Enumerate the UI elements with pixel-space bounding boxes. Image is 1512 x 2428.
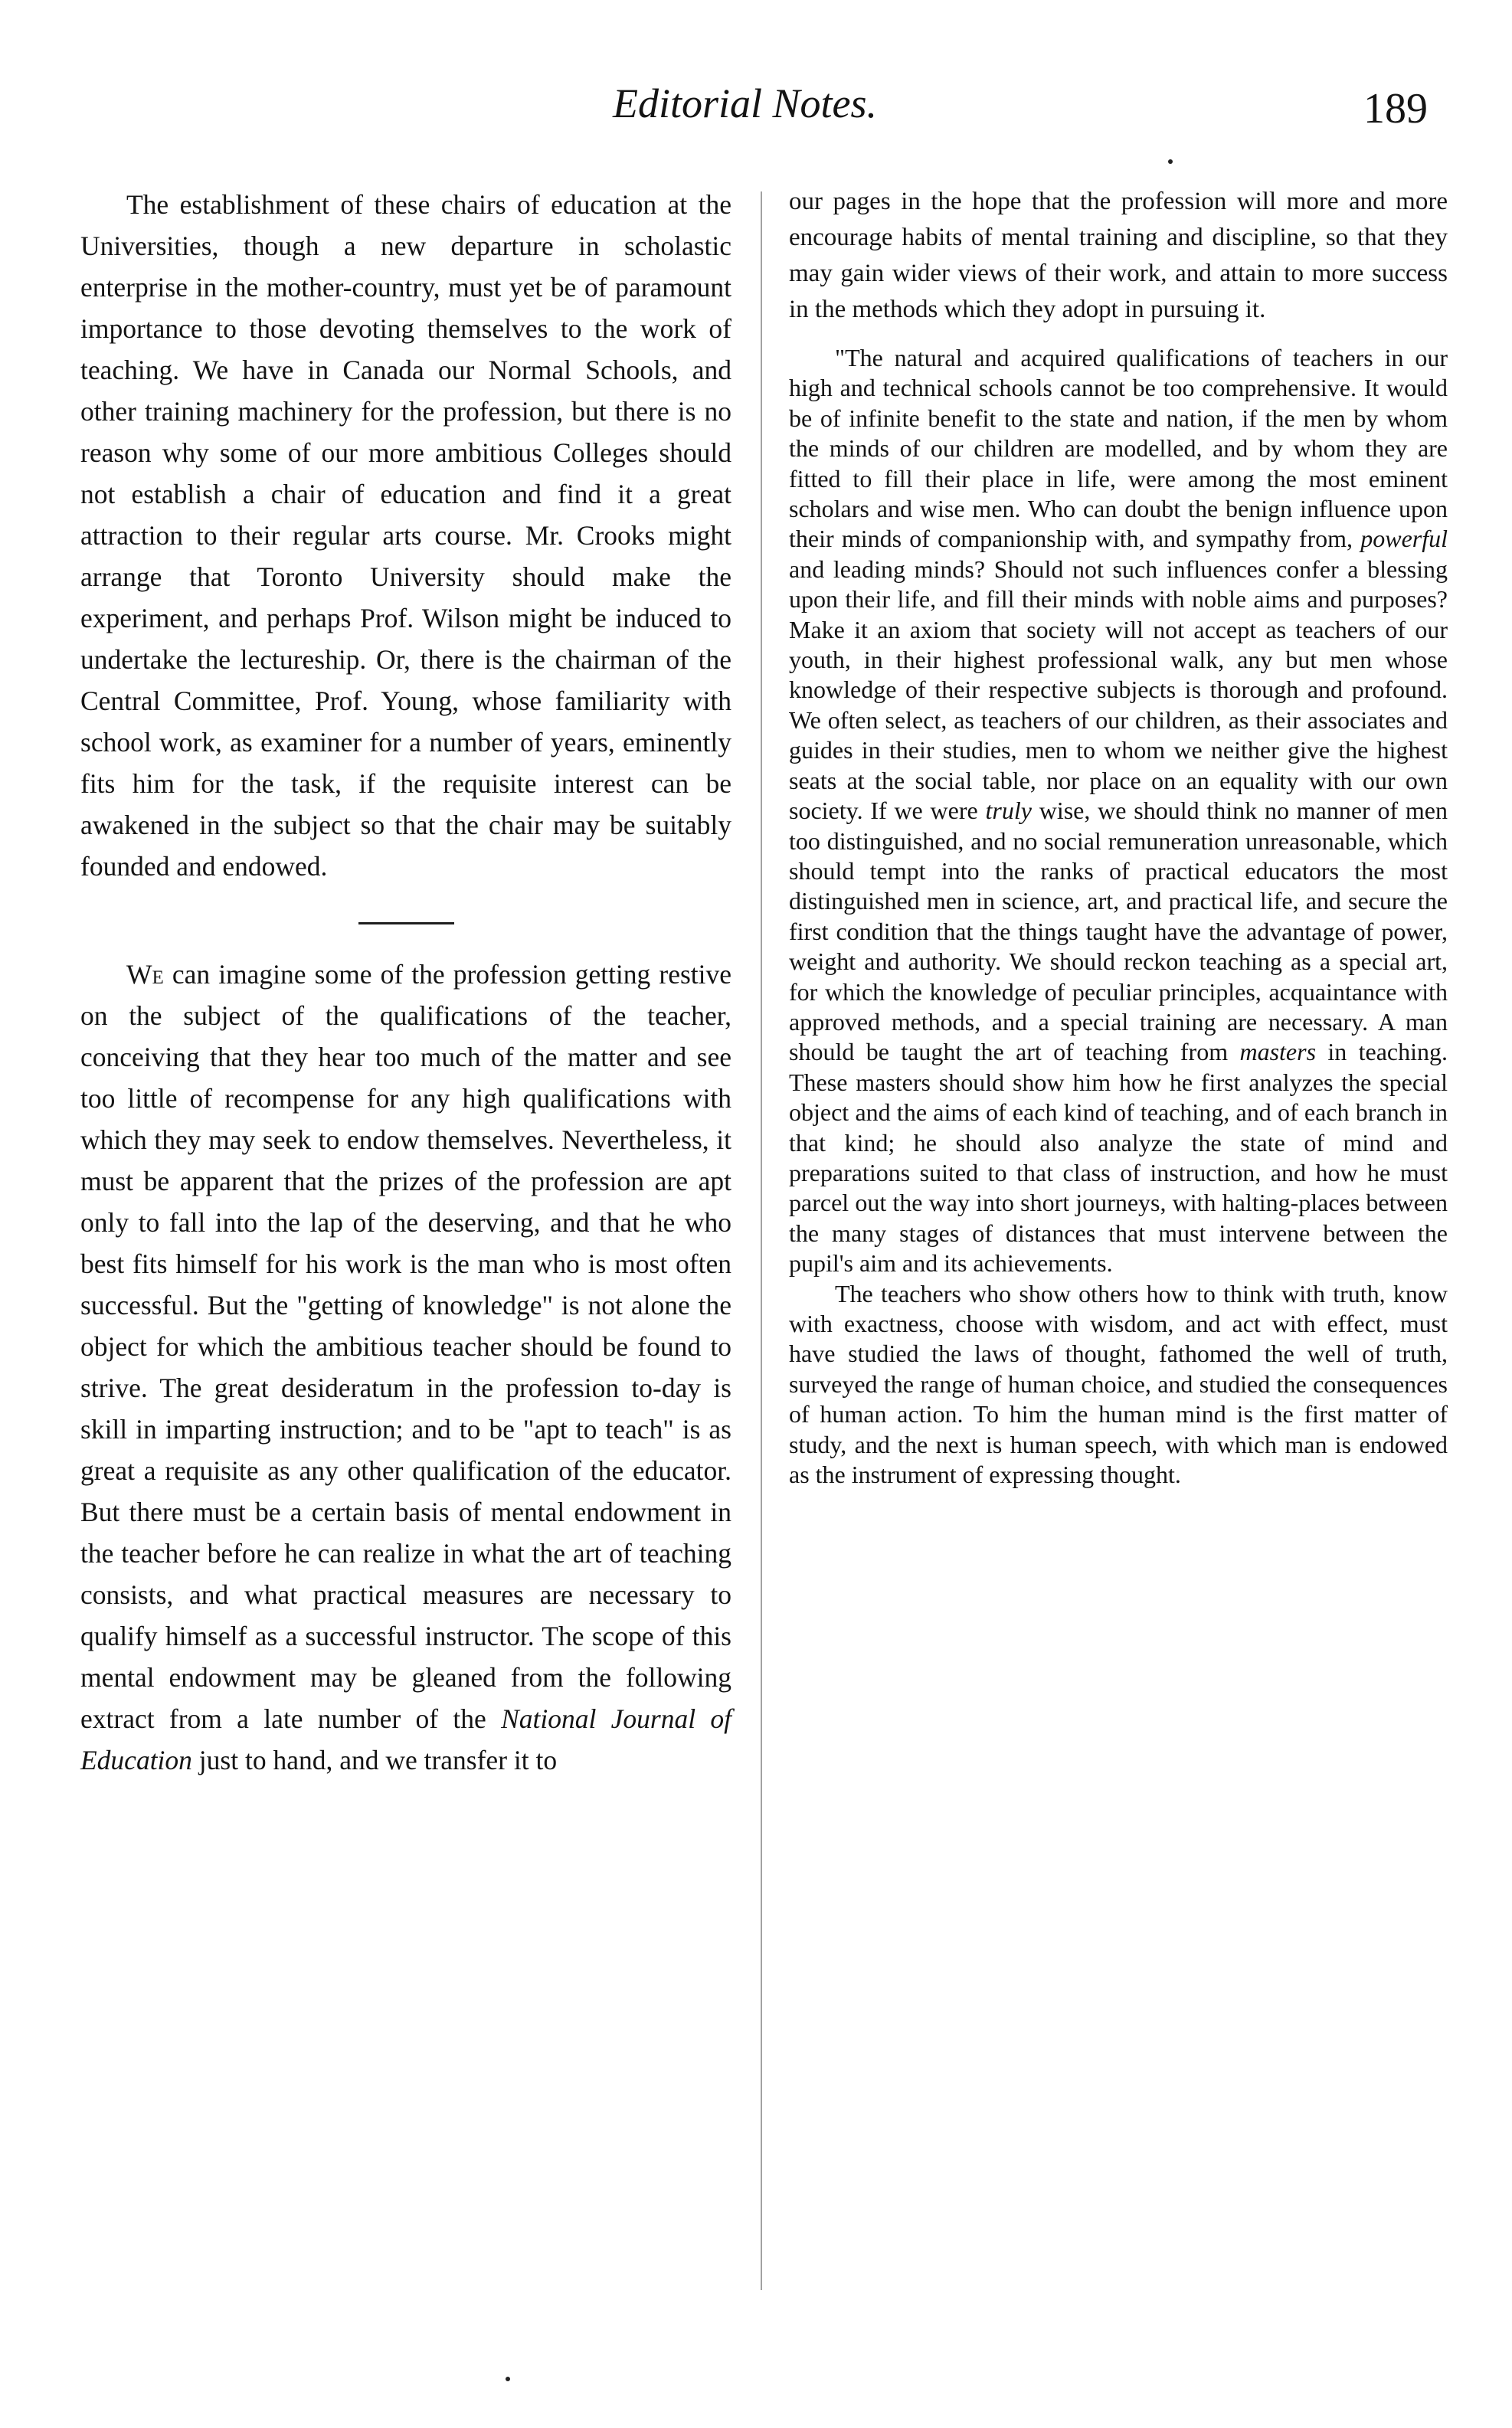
journal-title: National Journal of Education — [80, 1703, 731, 1775]
paragraph-chairs-of-education: The establishment of these chairs of education at the Universities, though a new departure in scholastic enterprise in the mother-country, must yet be of paramount importance to those devoting themselves to the work of teaching. We have in Canada our Normal Schools, and other training machinery for the profession, but there is no reason why some of our more ambitious Colleges should not establish a chair of education and find it a great attraction to their regular arts course. Mr. Crooks might arrange that Toronto University should make the experiment, and perhaps Prof. Wilson might be induced to undertake the lectureship. Or, there is the chairman of the Central Committee, Prof. Young, whose familiarity with school work, as examiner for a number of years, eminently fits him for the task, if the requisite interest can be awakened in the subject so that the chair may be suitably founded and endowed. — [80, 189, 731, 882]
quote-italic-truly: truly — [985, 797, 1032, 825]
quote-text-c: wise, we should think no manner of men too distinguished, and no social remuneration unreasonable, which should tempt into the ranks of practical educators the most distinguished men in science, art, and practical life, and secure the first condition that the things taught have the advantage of power, weight and authority. We should reckon teaching as a special art, for which the knowledge of peculiar principles, acquaintance with approved methods, and a special training are necessary. A man should be taught the art of teaching from — [789, 797, 1448, 1066]
paragraph-continuation: our pages in the hope that the profession will more and more encourage habits of mental training and discipline, so that they may gain wider views of their work, and attain to more success in the methods which they adopt in pursuing it. — [789, 188, 1448, 323]
paragraph-text: can imagine some of the profession getting restive on the subject of the qualifications of the teacher, conceiving that they hear too much of the matter and see too little of recompense for any high qualifications with which they may seek to endow themselves. Nevertheless, it must be apparent that the prizes of the profession are apt only to fall into the lap of the deserving, and that he who best fits himself for his work is the man who is most often successful. But the "getting of knowledge" is not alone the object for which the ambitious teacher should be found to strive. The great desideratum in the profession to-day is skill in imparting instruction; and to be "apt to teach" is as great a requisite as any other qualification of the educator. But there must be a certain basis of mental endowment in the teacher before he can realize in what the art of teaching consists, and what practical measures are necessary to qualify himself as a successful instructor. The scope of this mental endowment may be gleaned from the following extract from a late number of the — [80, 959, 731, 1734]
paragraph-text-end: just to hand, and we transfer it to — [191, 1745, 558, 1775]
column-rule — [761, 191, 762, 2290]
ink-speck-bottom — [506, 2377, 510, 2381]
right-column — [789, 184, 1448, 1490]
quote-text-d: in teaching. These masters should show him how he first analyzes the special object and the aims of each kind of teaching, and of each branch in that kind; he should also analyze the state of mind and preparations suited to that class of instruction, and how he must parcel out the way into short journeys, with halting-places between the many stages of distances that must intervene between the pupil's aim and its achievements. — [789, 1038, 1448, 1278]
section-divider — [358, 922, 454, 924]
ink-speck-top — [1168, 159, 1173, 164]
paragraph-teachers-who-show: The teachers who show others how to think with truth, know with exactness, choose with wisdom, and act with effect, must have studied the laws of thought, fathomed the well of truth, surveyed the range of human choice, and studied the consequences of human action. To him the human mind is the first matter of study, and the next is human speech, with which man is endowed as the instrument of expressing thought. — [789, 1279, 1448, 1489]
paragraph-quoted-extract — [789, 343, 1448, 1279]
page-header-title: Editorial Notes. — [613, 80, 878, 126]
quote-text-a: "The natural and acquired qualifications of teachers in our high and technical schools cannot be too comprehensive. It would be of infinite benefit to the state and nation, if the men by whom the minds of our children are modelled, and by whom they are fitted to fill their place in life, were among the most eminent scholars and wise men. Who can doubt the benign influence upon their minds of companionship with, and sympathy from, — [789, 344, 1448, 553]
page-number: 189 — [1363, 85, 1428, 133]
quote-italic-masters: masters — [1239, 1038, 1317, 1066]
paragraph-teacher-qualifications — [80, 954, 731, 1781]
quote-text-b: and leading minds? Should not such influences confer a blessing upon their life, and fill their minds with noble aims and purposes? Make it an axiom that society will not accept as teachers of our youth, in their highest professional walk, any but men whose knowledge of their respective subjects is thorough and profound. We often select, as teachers of our children, as their associates and guides in their studies, men to whom we neither give the highest seats at the social table, nor place on an equality with our own society. If we were — [789, 555, 1448, 825]
left-column — [80, 184, 731, 1781]
quote-italic-powerful: powerful — [1360, 525, 1448, 553]
drop-lead-word: We — [126, 959, 164, 990]
